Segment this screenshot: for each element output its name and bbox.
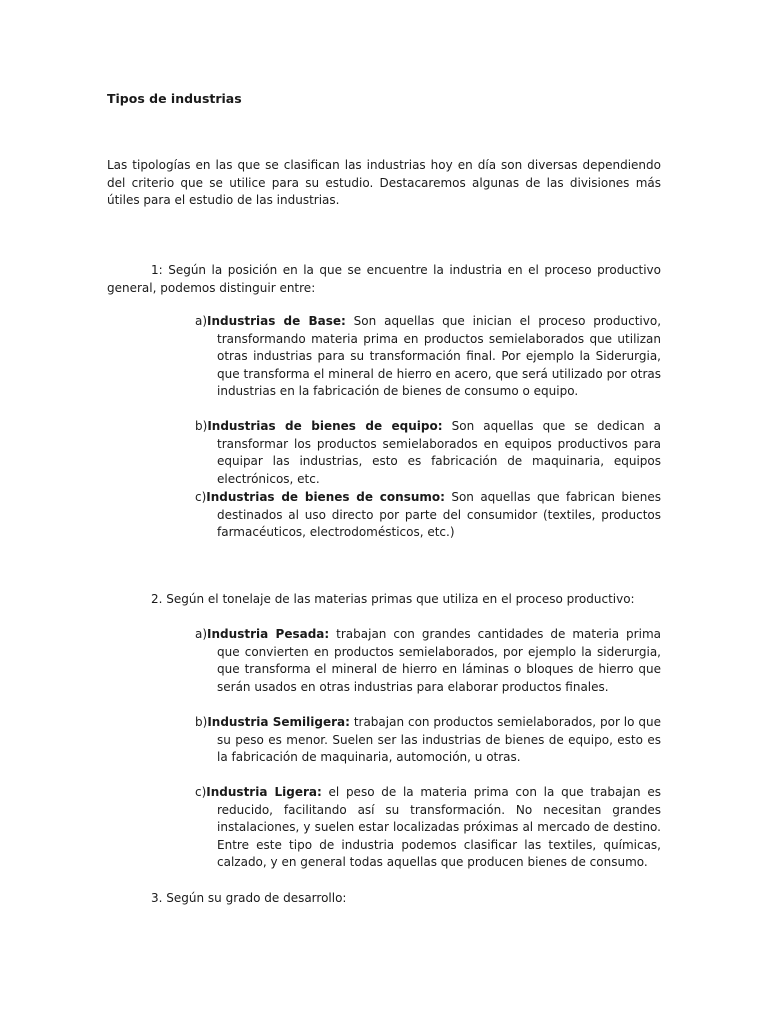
list-item — [195, 784, 661, 872]
item-text: Son aquellas que se dedican a transformar los productos semielaborados en equipos productivos para equipar las industrias, esto es fabricación de maquinaria, equipos electrónicos, etc. — [217, 419, 661, 486]
item-term: Industrias de bienes de equipo: — [207, 419, 443, 433]
item-marker: c) — [195, 490, 207, 504]
item-text: Son aquellas que inician el proceso productivo, transformando materia prima en productos semielaborados que utilizan otras industrias para su transformación final. Por ejemplo la Siderurgia, que transforma el mineral de hierro en acero, que será utilizado por otras industrias en la fabricación de bienes de consumo o equipo. — [217, 314, 662, 398]
section-2-heading: 2. Según el tonelaje de las materias primas que utiliza en el proceso productivo: — [151, 592, 635, 606]
item-marker: b) — [195, 715, 208, 729]
item-text: el peso de la materia prima con la que trabajan es reducido, facilitando así su transformación. No necesitan grandes instalaciones, y suelen estar localizadas próximas al mercado de destino. Entre este tipo de industria podemos clasificar las textiles, químicas, calzado, y en general todas aquellas que producen bienes de consumo. — [217, 785, 661, 869]
item-term: Industrias de bienes de consumo: — [206, 490, 445, 504]
list-item — [195, 489, 661, 542]
item-marker: a) — [195, 627, 208, 641]
item-term: Industria Pesada: — [207, 627, 330, 641]
section-1-heading: 1: Según la posición en la que se encuentre la industria en el proceso productivo general, podemos distinguir entre: — [107, 263, 661, 295]
item-marker: b) — [195, 419, 208, 433]
list-item — [195, 313, 661, 401]
item-term: Industria Semiligera: — [207, 715, 350, 729]
list-item — [195, 714, 661, 767]
item-marker: c) — [195, 785, 207, 799]
list-item — [195, 418, 661, 488]
section-3-heading: 3. Según su grado de desarrollo: — [151, 891, 347, 905]
item-marker: a) — [195, 314, 208, 328]
item-term: Industria Ligera: — [206, 785, 322, 799]
item-term: Industrias de Base: — [207, 314, 346, 328]
list-item — [195, 626, 661, 696]
item-text: trabajan con grandes cantidades de materia prima que convierten en productos semielaborados, por ejemplo la siderurgia, que transforma el mineral de hierro en láminas o bloques de hierro que serán usados en otras industrias para elaborar productos finales. — [217, 627, 661, 694]
item-text: Son aquellas que fabrican bienes destinados al uso directo por parte del consumidor (textiles, productos farmacéuticos, electrodomésticos, etc.) — [217, 490, 661, 539]
intro-paragraph: Las tipologías en las que se clasifican las industrias hoy en día son diversas dependiendo del criterio que se utilice para su estudio. Destacaremos algunas de las divisiones más útiles para el estudio de las industrias. — [107, 158, 661, 207]
page-title: Tipos de industrias — [107, 91, 242, 106]
item-text: trabajan con productos semielaborados, por lo que su peso es menor. Suelen ser las industrias de bienes de equipo, esto es la fabricación de maquinaria, automoción, u otras. — [217, 715, 661, 764]
